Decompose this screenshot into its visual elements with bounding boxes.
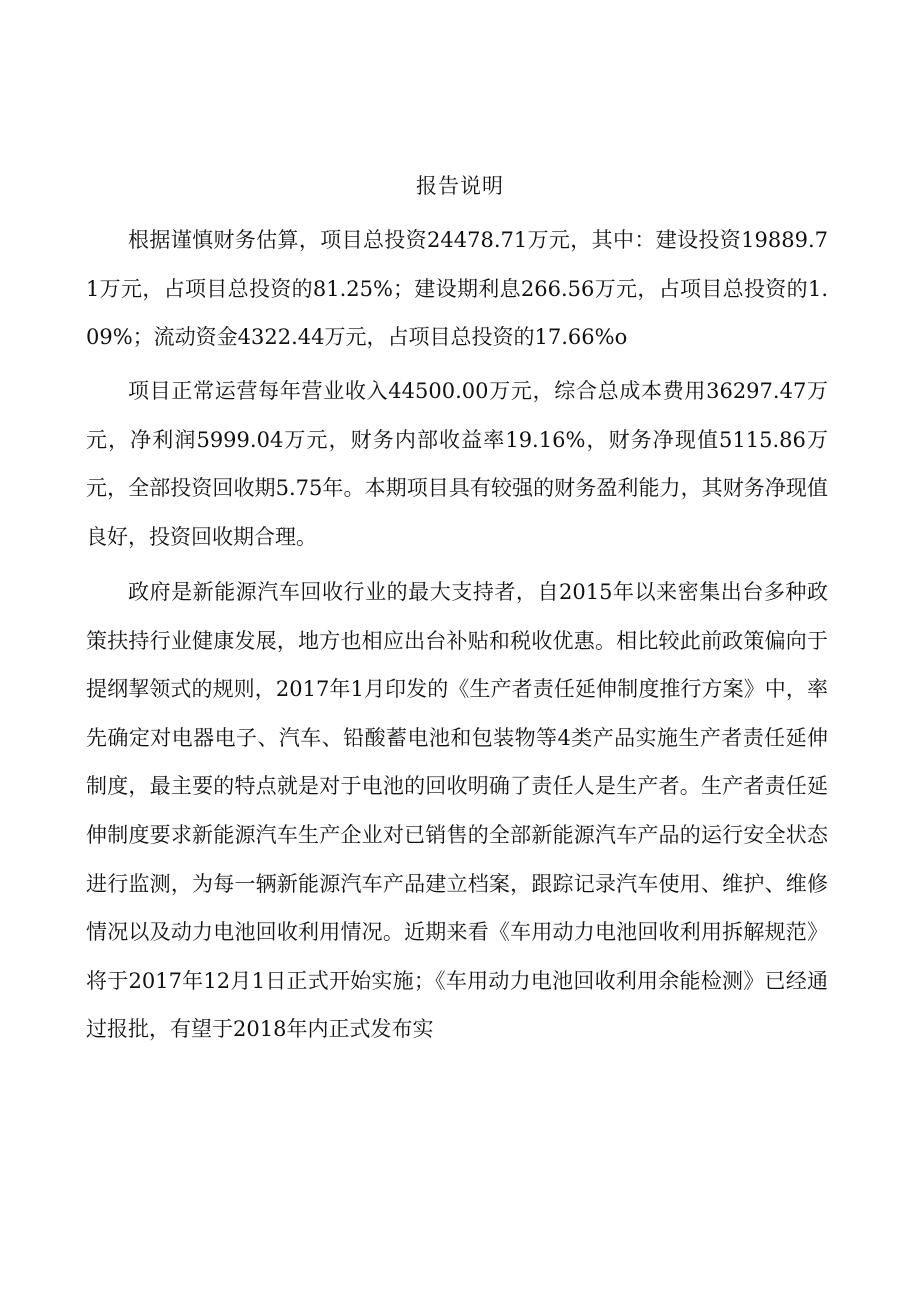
paragraph-investment-summary: 根据谨慎财务估算，项目总投资24478.71万元，其中：建设投资19889.71万元，占项目总投资的81.25%；建设期利息266.56万元，占项目总投资的1.09%；流动资金4322.44万元，占项目总投资的17.66%o bbox=[86, 228, 828, 350]
paragraph-operating-returns: 项目正常运营每年营业收入44500.00万元，综合总成本费用36297.47万元，净利润5999.04万元，财务内部收益率19.16%，财务净现值5115.86万元，全部投资回收期5.75年。本期项目具有较强的财务盈利能力，其财务净现值良好，投资回收期合理。 bbox=[86, 379, 828, 549]
paragraph-policy-background: 政府是新能源汽车回收行业的最大支持者，自2015年以来密集出台多种政策扶持行业健康发展，地方也相应出台补贴和税收优惠。相比较此前政策偏向于提纲挈领式的规则，2017年1月印发的《生产者责任延伸制度推行方案》中，率先确定对电器电子、汽车、铅酸蓄电池和包装物等4类产品实施生产者责任延伸制度，最主要的特点就是对于电池的回收明确了责任人是生产者。生产者责任延伸制度要求新能源汽车生产企业对已销售的全部新能源汽车产品的运行安全状态进行监测，为每一辆新能源汽车产品建立档案，跟踪记录汽车使用、维护、维修情况以及动力电池回收利用情况。近期来看《车用动力电池回收利用拆解规范》将于2017年12月1日正式开始实施；《车用动力电池回收利用余能检测》已经通过报批，有望于2018年内正式发布实 bbox=[86, 580, 828, 1042]
report-title: 报告说明 bbox=[416, 174, 504, 198]
